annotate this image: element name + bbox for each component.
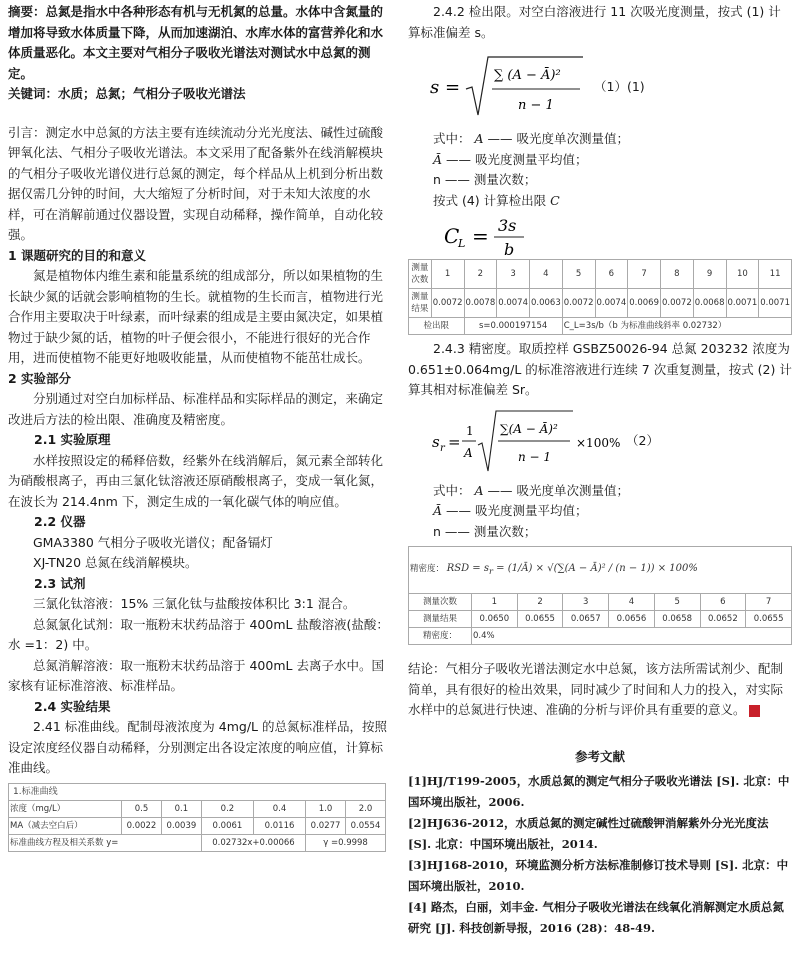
reference-item: [1]HJ/T199-2005，水质总氮的测定气相分子吸收光谱法 [S]. 北京：中国环境出版社，2006. bbox=[408, 774, 790, 809]
symbol-a: A bbox=[474, 131, 484, 146]
definition-1-2: —— 吸光度单次测量值； bbox=[487, 482, 629, 498]
table-cell: 0.0554 bbox=[346, 817, 386, 834]
table-cell: 1.0 bbox=[306, 800, 346, 817]
precision-formula: RSD = $s_r$ = (1/Ā) × √(∑(A − Ā)² / (n − 1)) × 100% bbox=[446, 563, 698, 576]
table-cell: 0.5 bbox=[122, 800, 162, 817]
standard-curve-table bbox=[8, 783, 386, 852]
table-cell: 0.0116 bbox=[253, 817, 305, 834]
svg-text:=: = bbox=[472, 224, 489, 248]
abstract bbox=[8, 2, 390, 84]
table-cell: 8 bbox=[661, 260, 694, 289]
table-cell: 11 bbox=[759, 260, 792, 289]
precision-header-label: 精密度： bbox=[410, 564, 445, 574]
eq4-line bbox=[408, 191, 792, 212]
section-1-heading: 1 课题研究的目的和意义 bbox=[8, 247, 147, 263]
table-cell: 0.0074 bbox=[595, 289, 628, 318]
table-cell: 2 bbox=[517, 594, 563, 611]
equation-1 bbox=[408, 43, 792, 129]
svg-text:n − 1: n − 1 bbox=[518, 98, 554, 113]
conclusion bbox=[408, 659, 792, 721]
table-cell: 0.0072 bbox=[431, 289, 464, 318]
section-2-heading: 2 实验部分 bbox=[8, 370, 72, 386]
table-cell: 0.0071 bbox=[759, 289, 792, 318]
journal-end-mark-icon bbox=[749, 705, 760, 717]
svg-text:×100%: ×100% bbox=[576, 435, 621, 450]
precision-count-label: 测量次数 bbox=[409, 594, 472, 611]
where-line-2 bbox=[408, 481, 792, 502]
definition-2: —— 吸光度测量平均值； bbox=[446, 151, 588, 167]
table-cell: 0.0071 bbox=[726, 289, 759, 318]
svg-text:b: b bbox=[504, 240, 515, 259]
section-2-4-2-text: 2.4.2 检出限。对空白溶液进行 11 次吸光度测量，按式 (1) 计算标准偏差 s。 bbox=[408, 4, 781, 40]
reference-item: [4] 路杰，白丽，刘丰金. 气相分子吸收光谱法在线氧化消解测定水质总氮研究 [J]. 科技创新导报，2016 (28)：48-49. bbox=[408, 900, 784, 935]
detection-limit-s: s=0.000197154 bbox=[464, 318, 562, 335]
section-2-text: 分别通过对空白加标样品、标准样品和实际样品的测定，来确定改进后方法的检出限、准确度及精密度。 bbox=[8, 391, 384, 427]
where-line bbox=[408, 129, 792, 150]
table-cell: 0.0068 bbox=[693, 289, 726, 318]
table-cell: 0.0657 bbox=[563, 611, 609, 628]
svg-text:n − 1: n − 1 bbox=[518, 449, 552, 464]
detection-limit-formula-note: C_L=3s/b（b 为标准曲线斜率 0.02732） bbox=[562, 318, 791, 335]
table-cell: 10 bbox=[726, 260, 759, 289]
equation-2-tag: （2） bbox=[626, 432, 659, 448]
definition-3-2: n —— 测量次数； bbox=[433, 523, 537, 539]
svg-text:1: 1 bbox=[466, 423, 474, 438]
table-cell: 6 bbox=[595, 260, 628, 289]
svg-text:∑ (A − Ā)²: ∑ (A − Ā)² bbox=[494, 68, 561, 83]
response-label: MA（减去空白后） bbox=[9, 817, 122, 834]
intro bbox=[8, 123, 390, 246]
table-cell: 7 bbox=[628, 260, 661, 289]
abstract-text: 总氮是指水中各种形态有机与无机氮的总量。水体中含氮量的增加将导致水体质量下降，从而加速湖泊、水库水体的富营养化和水体质量恶化。本文主要对气相分子吸收光谱法对测试水中总氮的测定。 bbox=[8, 4, 384, 81]
symbol-cl: C bbox=[550, 192, 560, 208]
definition-2-2: —— 吸光度测量平均值； bbox=[446, 503, 588, 518]
definition-line-2-2 bbox=[408, 501, 792, 522]
definition-1: —— 吸光度单次测量值； bbox=[487, 131, 629, 146]
table-cell: 4 bbox=[609, 594, 655, 611]
abstract-label: 摘要： bbox=[8, 4, 46, 19]
keywords-label: 关键词： bbox=[8, 86, 59, 101]
table-cell: 0.0039 bbox=[161, 817, 201, 834]
table-cell: 6 bbox=[700, 594, 746, 611]
std-dev-formula bbox=[408, 43, 708, 129]
table-cell: 7 bbox=[746, 594, 792, 611]
section-2-3-heading: 2.3 试剂 bbox=[34, 575, 86, 591]
symbol-a-bar: Ā bbox=[433, 151, 447, 167]
table-cell: 9 bbox=[693, 260, 726, 289]
curve-equation: 0.02732x+0.00066 bbox=[201, 834, 305, 851]
detection-limit-label: 检出限 bbox=[409, 318, 465, 335]
table-cell: 0.0069 bbox=[628, 289, 661, 318]
table-cell: 0.0063 bbox=[530, 289, 563, 318]
where-label-2: 式中： bbox=[433, 482, 471, 498]
section-2-4-3-text: 2.4.3 精密度。取质控样 GSBZ50026-94 总氮 203232 浓度为 0.651±0.064mg/L 的标准溶液进行连续 7 次重复测量，按式 (2) 计算其相对标准偏差 Sr。 bbox=[408, 341, 792, 397]
conclusion-text: 结论：气相分子吸收光谱法测定水中总氮，该方法所需试剂少、配制简单，具有很好的检出效果，同时减少了时间和人力的投入，对实际水样中的总氮进行快速、准确的分析与评价具有重要的意义。 bbox=[408, 661, 784, 717]
rsd-label: 精密度： bbox=[409, 628, 472, 645]
standard-curve-title: 1.标准曲线 bbox=[9, 783, 386, 800]
spacer bbox=[8, 105, 390, 123]
section-2-3-line-1: 三氯化钛溶液：15% 三氯化钛与盐酸按体积比 3:1 混合。 bbox=[33, 596, 356, 611]
table-cell: 0.2 bbox=[201, 800, 253, 817]
eq4-text: 按式 (4) 计算检出限 bbox=[433, 192, 547, 208]
table-cell: 0.0078 bbox=[464, 289, 497, 318]
table-cell: 0.0277 bbox=[306, 817, 346, 834]
table-cell: 0.0072 bbox=[562, 289, 595, 318]
table-cell: 2.0 bbox=[346, 800, 386, 817]
equation-4 bbox=[408, 211, 792, 259]
section-2-3-line-3: 总氮消解溶液：取一瓶粉末状药品溶于 400mL 去离子水中。国家核有证标准溶液、标准样品。 bbox=[8, 657, 384, 693]
result-label: 测量结果 bbox=[409, 289, 432, 318]
section-2-2-heading: 2.2 仪器 bbox=[34, 514, 86, 529]
section-2-1-text: 水样按照设定的稀释倍数，经紫外在线消解后，氮元素全部转化为硝酸根离子，再由三氯化钛溶液还原硝酸根离子，变成一氧化氮，在波长为 214.4nm 下，测定生成的一氧化碳气体的响应值。 bbox=[8, 452, 384, 509]
section-2-1-heading: 2.1 实验原理 bbox=[34, 432, 111, 447]
precision-formula-cell bbox=[409, 547, 792, 594]
detection-limit-formula bbox=[408, 211, 608, 259]
symbol-a-bar-2: Ā bbox=[433, 503, 447, 518]
svg-text:s: s bbox=[432, 432, 440, 451]
detection-limit-table bbox=[408, 259, 792, 335]
table-cell: 0.0650 bbox=[472, 611, 518, 628]
table-cell: 2 bbox=[464, 260, 497, 289]
left-column bbox=[8, 0, 390, 852]
table-cell: 0.0655 bbox=[517, 611, 563, 628]
rsd-formula bbox=[408, 401, 648, 481]
table-cell: 1 bbox=[472, 594, 518, 611]
table-cell: 0.1 bbox=[161, 800, 201, 817]
intro-text: 测定水中总氮的方法主要有连续流动分光光度法、碱性过硫酸钾氧化法、气相分子吸收光谱法。本文采用了配备紫外在线消解模块的气相分子吸收光谱仪进行总氮的测定，每个样品从上机到分析出数据仅需几分钟的时间，大大缩短了分析时间，对于未知大浓度的水样，可在消解前通过仪器设置，实现自动稀释，操作简单，自动化较强。 bbox=[8, 124, 384, 242]
table-cell: 0.0061 bbox=[201, 817, 253, 834]
table-cell: 1 bbox=[431, 260, 464, 289]
intro-label: 引言： bbox=[8, 124, 46, 140]
table-cell: 3 bbox=[497, 260, 530, 289]
concentration-label: 浓度（mg/L） bbox=[9, 800, 122, 817]
svg-text:s =: s = bbox=[430, 77, 461, 98]
right-column bbox=[408, 0, 792, 939]
reference-item: [3]HJ168-2010，环境监测分析方法标准制修订技术导则 [S]. 北京：中国环境出版社，2010. bbox=[408, 858, 789, 893]
references-title: 参考文献 bbox=[574, 748, 625, 764]
section-2-3-line-2: 总氮氯化试剂：取一瓶粉末状药品溶于 400mL 盐酸溶液(盐酸：水 =1：2) 中。 bbox=[8, 616, 389, 652]
equation-1-tag: （1）(1) bbox=[594, 79, 645, 94]
svg-text:C: C bbox=[444, 224, 460, 248]
keywords-text: 水质；总氮；气相分子吸收光谱法 bbox=[58, 86, 246, 101]
definition-3: n —— 测量次数； bbox=[433, 172, 537, 187]
table-cell: 0.0652 bbox=[700, 611, 746, 628]
equation-2 bbox=[408, 401, 792, 481]
section-1-text: 氮是植物体内维生素和能量系统的组成部分，所以如果植物的生长缺少氮的话就会影响植物的生长。就植物的生长而言，植物进行光合作用主要取决于叶绿素，而叶绿素的组成是主要由氮决定，如果植物过于缺少氮的话，植物的叶子便会很小，不能进行很好的光合作用，进而使植物不能更好地吸收能量，从而使植物不能茁壮成长。 bbox=[8, 268, 384, 365]
count-label: 测量次数 bbox=[409, 260, 432, 289]
table-cell: 0.0072 bbox=[661, 289, 694, 318]
where-label: 式中： bbox=[433, 131, 471, 146]
correlation-coefficient: γ =0.9998 bbox=[306, 834, 386, 851]
section-2-2-line-1: GMA3380 气相分子吸收光谱仪；配备镉灯 bbox=[33, 534, 273, 550]
section-2-2-line-2: XJ-TN20 总氮在线消解模块。 bbox=[33, 555, 198, 570]
precision-result-label: 测量结果 bbox=[409, 611, 472, 628]
table-cell: 5 bbox=[562, 260, 595, 289]
svg-text:=: = bbox=[448, 432, 461, 451]
symbol-a-2: A bbox=[474, 482, 484, 498]
table-cell: 0.4 bbox=[253, 800, 305, 817]
svg-text:3s: 3s bbox=[498, 216, 517, 235]
svg-text:A: A bbox=[464, 445, 473, 460]
section-2-4-1-text: 2.41 标准曲线。配制母液浓度为 4mg/L 的总氮标准样品，按照设定浓度经仪器自动稀释，分别测定出各设定浓度的响应值，计算标准曲线。 bbox=[8, 719, 387, 775]
precision-table bbox=[408, 546, 792, 645]
table-cell: 0.0658 bbox=[654, 611, 700, 628]
section-2-4-heading: 2.4 实验结果 bbox=[34, 698, 111, 714]
keywords bbox=[8, 84, 390, 105]
table-cell: 0.0656 bbox=[609, 611, 655, 628]
table-cell: 5 bbox=[654, 594, 700, 611]
table-cell: 0.0022 bbox=[122, 817, 162, 834]
table-cell: 4 bbox=[530, 260, 563, 289]
table-cell: 0.0074 bbox=[497, 289, 530, 318]
svg-text:r: r bbox=[440, 442, 445, 454]
definition-line-2 bbox=[408, 150, 792, 171]
equation-label: 标准曲线方程及相关系数 y= bbox=[9, 834, 202, 851]
rsd-value: 0.4% bbox=[472, 628, 792, 645]
svg-text:L: L bbox=[458, 237, 466, 250]
table-cell: 3 bbox=[563, 594, 609, 611]
svg-text:∑(A − Ā)²: ∑(A − Ā)² bbox=[500, 421, 558, 436]
reference-item: [2]HJ636-2012，水质总氮的测定碱性过硫酸钾消解紫外分光光度法 [S]. 北京：中国环境出版社，2014. bbox=[408, 816, 769, 851]
table-cell: 0.0655 bbox=[746, 611, 792, 628]
